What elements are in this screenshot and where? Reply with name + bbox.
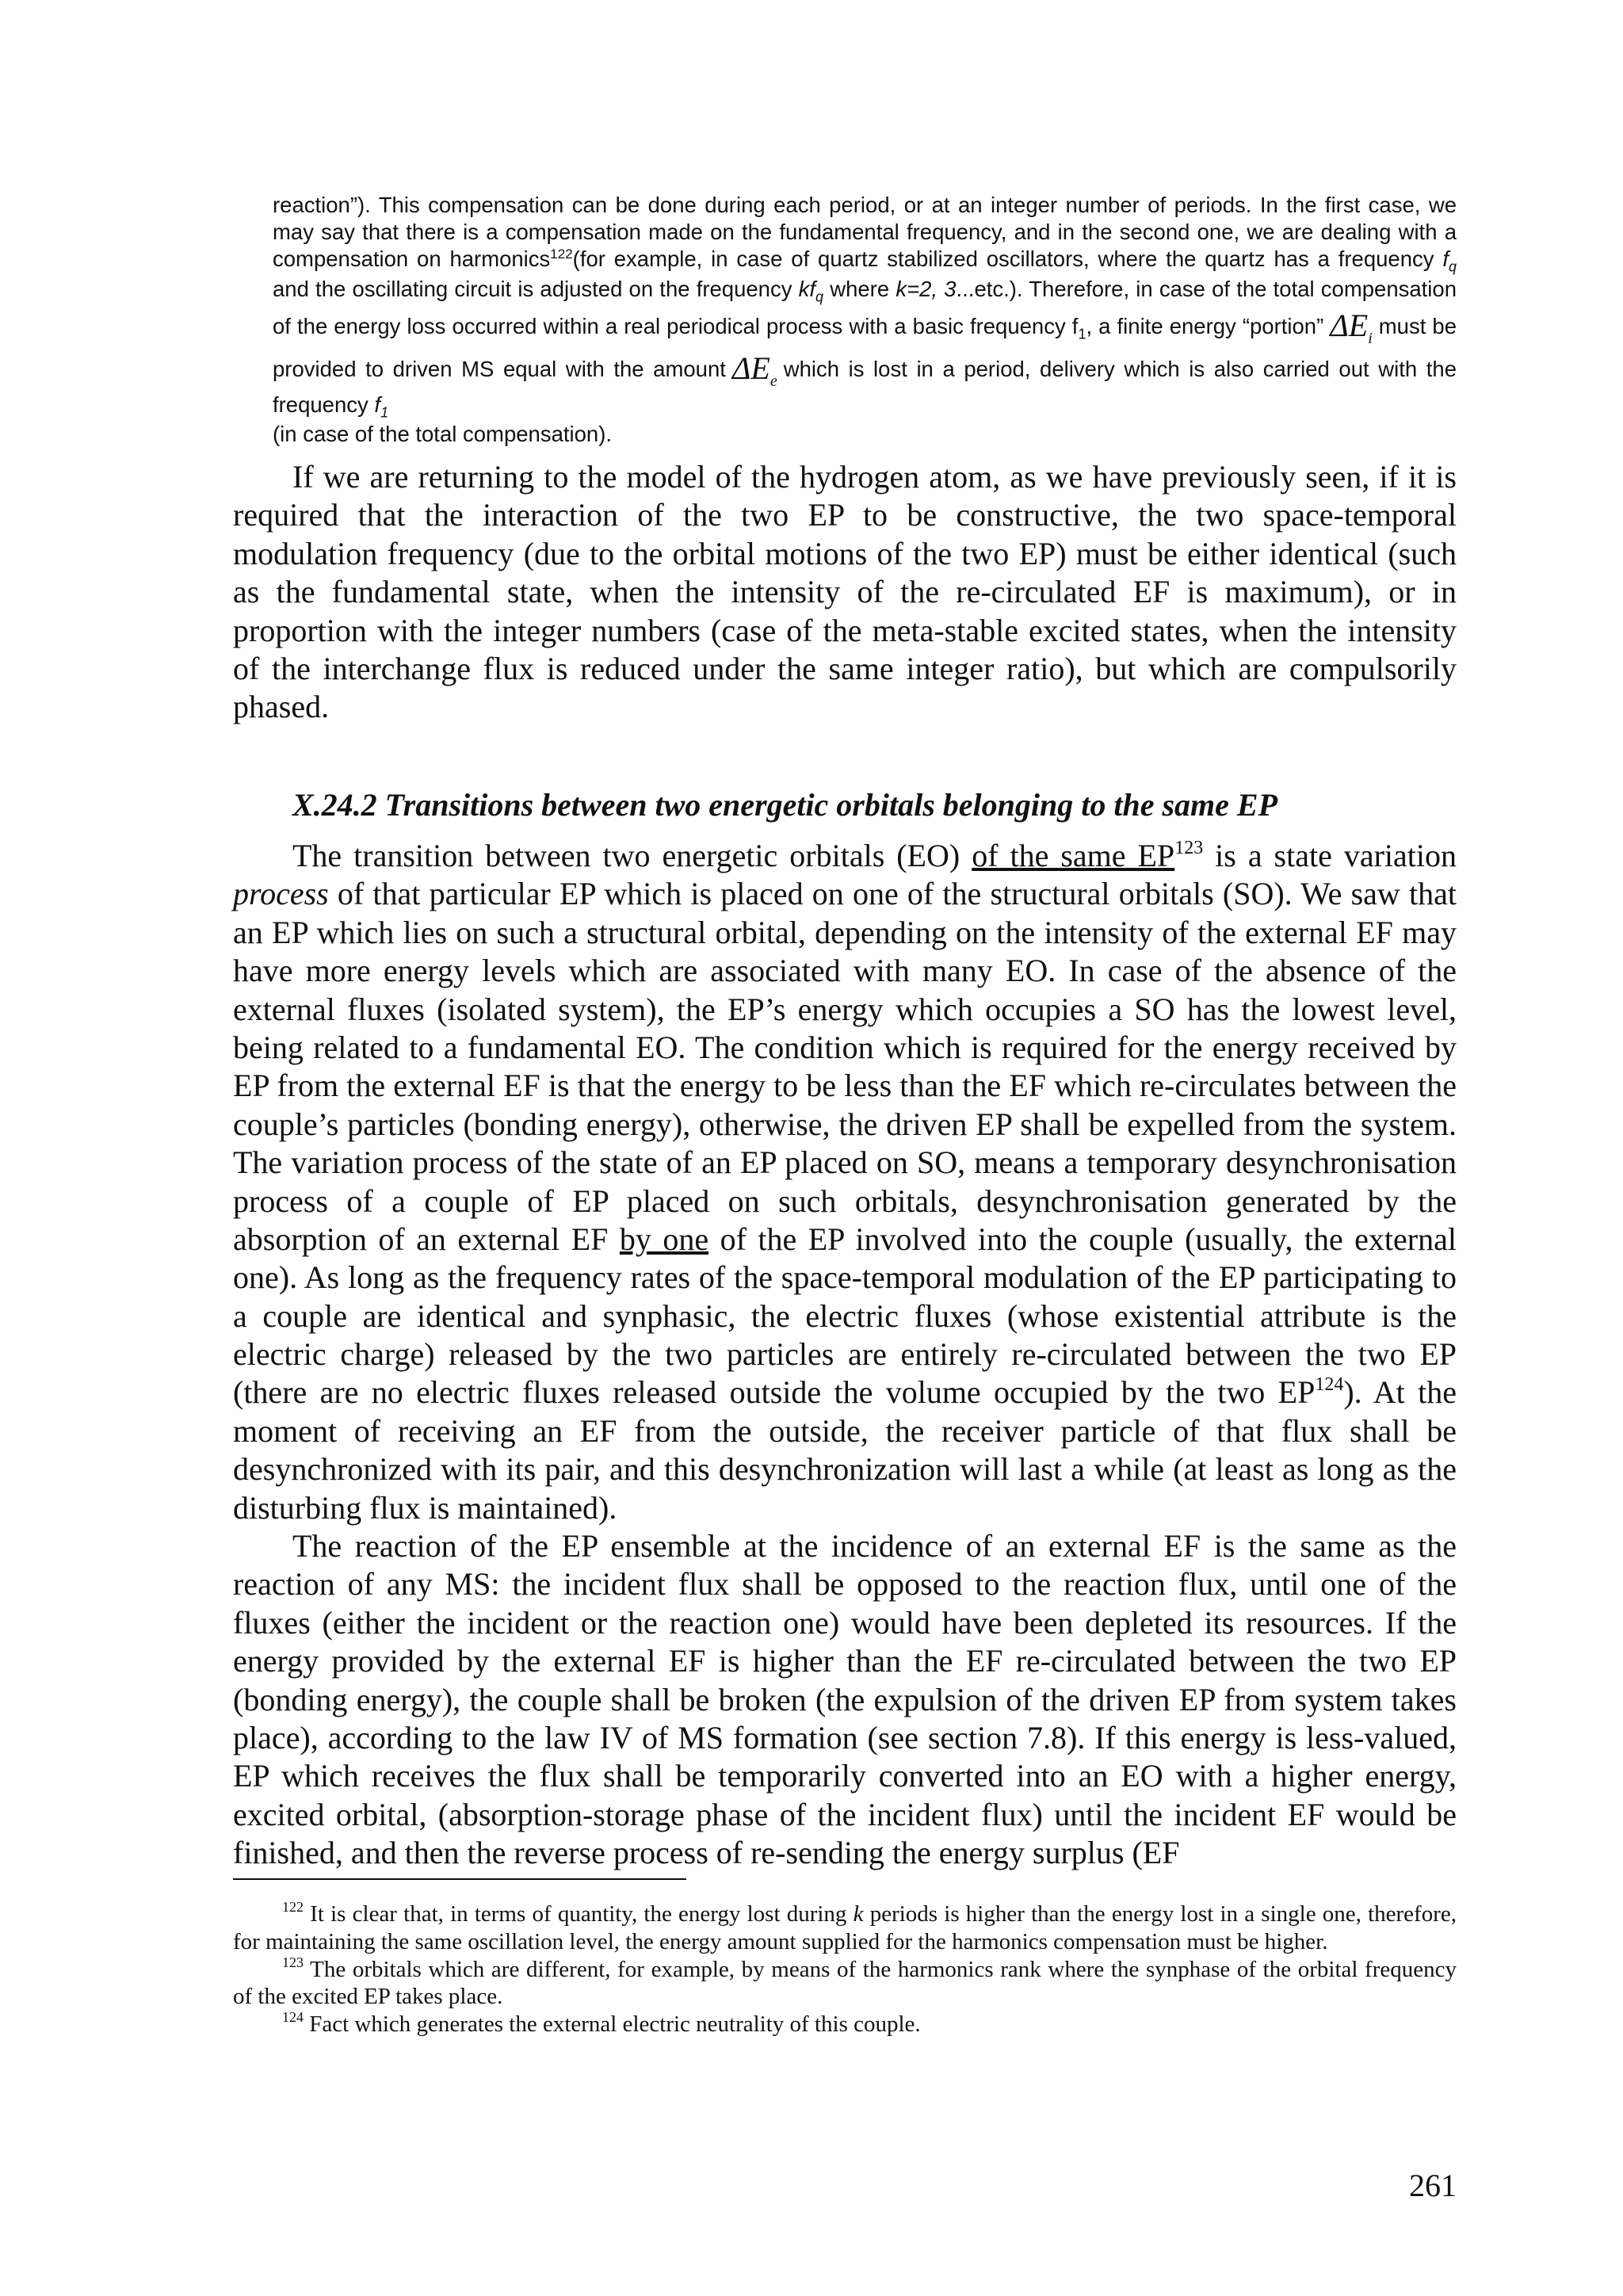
page-number: 261: [1409, 2168, 1457, 2203]
paragraph-transition: The transition between two energetic orbitals (EO) of the same EP$^{123}$ is a state variation process of that particular EP which is placed on one of the structural orbitals (SO). We saw that an EP which lies on such a structural orbital, depending on the intensity of the external EF may have more energy levels which are associated with many EO. In case of the absence of the external fluxes (isolated system), the EP’s energy which occupies a SO has the lowest level, being related to a fundamental EO. The condition which is required for the energy received by EP from the external EF is that the energy to be less than the EF which re-circulates between the couple’s particles (bonding energy), otherwise, the driven EP shall be expelled from the system. The variation process of the state of an EP placed on SO, means a temporary desynchronisation process of a couple of EP placed on such orbitals, desynchronisation generated by the absorption of an external EF by one of the EP involved into the couple (usually, the external one). As long as the frequency rates of the space-temporal modulation of the EP participating to a couple are identical and synphasic, the electric fluxes (whose existential attribute is the electric charge) released by the two particles are entirely re-circulated between the two EP (there are no electric fluxes released outside the volume occupied by the two EP$^{124}$). At the moment of receiving an EF from the outside, the receiver particle of that flux shall be desynchronized with its pair, and this desynchronization will last a while (at least as long as the disturbing flux is maintained).: [233, 838, 1457, 1526]
footnote-ref-123[interactable]: 123: [1174, 838, 1204, 858]
paragraph-reaction: The reaction of the EP ensemble at the incidence of an external EF is the same as the reaction of any MS: the incident flux shall be opposed to the reaction flux, until one of the fluxes (either the incident or the reaction one) would have been depleted its resources. If the energy provided by the external EF is higher than the EF re-circulated between the two EP (bonding energy), the couple shall be broken (the expulsion of the driven EP from system takes place), according to the law IV of MS formation (see section 7.8). If this energy is less-valued, EP which receives the flux shall be temporarily converted into an EO with a higher energy, excited orbital, (absorption-storage phase of the incident flux) until the incident EF would be finished, and then the reverse process of re-sending the energy surplus (EF: [233, 1528, 1457, 1871]
footnote-ref-124[interactable]: 124: [1315, 1374, 1344, 1396]
paragraph-hydrogen-model: If we are returning to the model of the hydrogen atom, as we have previously seen, if it is required that the interaction of the two EP to be constructive, the two space-temporal modulation frequency (due to the orbital motions of the two EP) must be either identical (such as the fundamental state, when the intensity of the re-circulated EF is maximum), or in proportion with the integer numbers (case of the meta-stable excited states, when the intensity of the interchange flux is reduced under the same integer ratio), but which are compulsorily phased.: [233, 459, 1457, 725]
footnote-divider: [233, 1878, 686, 1880]
footnote-124: $^{124}$ Fact which generates the external electric neutrality of this couple.: [282, 2009, 921, 2038]
body-text-top: [233, 458, 1457, 727]
delta-e-i-formula: $\Delta E_i$: [1330, 307, 1373, 347]
body-text-main: [233, 837, 1457, 1873]
delta-e-e-formula: $\Delta E_e$: [731, 350, 777, 390]
footnote-123: $^{123}$ The orbitals which are different, for example, by means of the harmonics rank where the synphase of the orbital frequency of the excited EP takes place.: [233, 1954, 1457, 2010]
footnote-122: $^{122}$ It is clear that, in terms of quantity, the energy lost during k periods is higher than the energy lost in a single one, therefore, for maintaining the same oscillation level, the energy amount supplied for the harmonics compensation must be higher.: [233, 1899, 1457, 1954]
footnotes: [233, 1901, 1457, 2038]
quoted-passage: [273, 192, 1457, 448]
section-heading: X.24.2 Transitions between two energetic orbitals belonging to the same EP: [292, 787, 1278, 823]
quoted-paragraph: reaction”). This compensation can be done during each period, or at an integer number of periods. In the first case, we may say that there is a compensation made on the fundamental frequency, and in the second one, we are dealing with a compensation on harmonics$^{122}$(for example, in case of quartz stabilized oscillators, where the quartz has a frequency $f_q$ and the oscillating circuit is adjusted on the frequency $kf_q$ where k=2, 3...etc.). Therefore, in case of the total compensation of the energy loss occurred within a real periodical process with a basic frequency $f_1$, a finite energy “portion” $\Delta E_i$ must be provided to driven MS equal with the amount $\Delta E_e$ which is lost in a period, delivery which is also carried out with the frequency $f_1$ (in case of the total compensation).: [273, 193, 1457, 447]
footnote-ref-122[interactable]: 122: [550, 246, 573, 262]
